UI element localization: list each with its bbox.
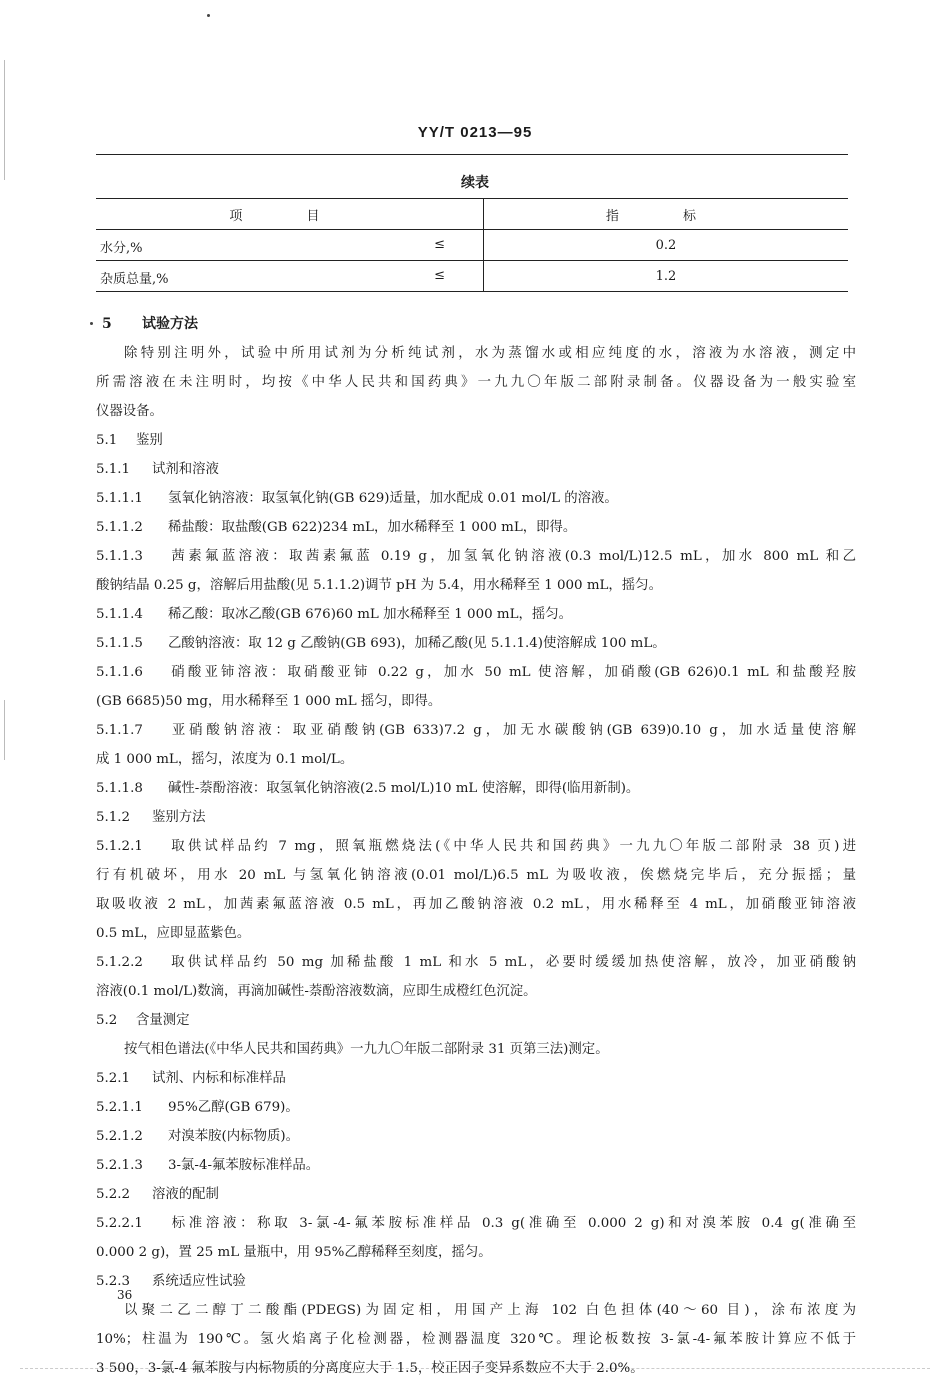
scan-speck	[90, 322, 93, 325]
page-number: 36	[117, 1288, 133, 1302]
clause-line	[96, 1122, 856, 1151]
clause-line	[96, 542, 856, 571]
clause-line	[96, 716, 856, 745]
clause-text: 亚硝酸钠溶液：取亚硝酸钠(GB 633)7.2 g，加无水碳酸钠(GB 639)0.10 g，加水适量使溶解	[168, 723, 856, 738]
clause-number: 5.2.1.1	[96, 1100, 143, 1115]
clause-continuation: 0.000 2 g)，置 25 mL 量瓶中，用 95%乙醇稀释至刻度，摇匀。	[96, 1245, 492, 1260]
clause-heading	[96, 455, 856, 484]
spec-table	[96, 198, 848, 292]
clause-text: 硝酸亚铈溶液：取硝酸亚铈 0.22 g，加水 50 mL 使溶解，加硝酸(GB 626)0.1 mL 和盐酸羟胺	[168, 665, 856, 680]
row-name-cell	[96, 230, 484, 261]
clause-number: 5.2.1.3	[96, 1158, 143, 1173]
paragraph-line: 3 500，3-氯-4 氟苯胺与内标物质的分离度应大于 1.5，校正因子变异系数应不大于 2.0%。	[96, 1361, 644, 1376]
clause-text: 95%乙醇(GB 679)。	[168, 1100, 299, 1115]
clause-number: 5.1.2.1	[96, 839, 143, 854]
row-operator: ≤	[434, 237, 445, 252]
clause-text: 标准溶液：称取 3-氯-4-氟苯胺标准样品 0.3 g(准确至 0.000 2 g)和对溴苯胺 0.4 g(准确至	[168, 1216, 856, 1231]
paragraph-line: 按气相色谱法(《中华人民共和国药典》一九九〇年版二部附录 31 页第三法)测定。	[124, 1042, 609, 1057]
clause-line	[96, 1209, 856, 1238]
clause-heading	[96, 1064, 856, 1093]
clause-line	[96, 1151, 856, 1180]
clause-text: 3-氯-4-氟苯胺标准样品。	[168, 1158, 320, 1173]
clause-title: 鉴别方法	[152, 810, 206, 825]
clause-text: 取供试样品约 50 mg 加稀盐酸 1 mL 和水 5 mL，必要时缓缓加热使溶解，放冷，加亚硝酸钠	[168, 955, 856, 970]
clause-title: 试剂、内标和标准样品	[152, 1071, 286, 1086]
clause-heading	[96, 1006, 856, 1035]
row-value: 1.2	[484, 261, 849, 292]
header-rule	[96, 154, 848, 155]
clause-text: 乙酸钠溶液：取 12 g 乙酸钠(GB 693)，加稀乙酸(见 5.1.1.4)使溶解成 100 mL。	[168, 636, 666, 651]
clause-number: 5.1.1.1	[96, 491, 143, 506]
table-caption: 续表	[461, 175, 489, 191]
clause-number: 5.1.1.2	[96, 520, 143, 535]
paragraph-line: 10%；柱温为 190℃。氢火焰离子化检测器，检测器温度 320℃。理论板数按 3-氯-4-氟苯胺计算应不低于	[96, 1332, 856, 1347]
paragraph-line: 所需溶液在未注明时，均按《中华人民共和国药典》一九九〇年版二部附录制备。仪器设备为一般实验室	[96, 375, 856, 390]
clause-line	[96, 832, 856, 861]
clause-number: 5.2.2.1	[96, 1216, 143, 1231]
clause-line	[96, 948, 856, 977]
clause-number: 5.1.1.7	[96, 723, 143, 738]
clause-line	[96, 513, 856, 542]
row-operator: ≤	[434, 268, 445, 283]
clause-number: 5.2.3	[96, 1274, 131, 1289]
clause-number: 5.1.1.5	[96, 636, 143, 651]
clause-number: 5.1.1	[96, 462, 131, 477]
table-header-row	[96, 199, 848, 230]
clause-continuation: 取吸收液 2 mL，加茜素氟蓝溶液 0.5 mL，再加乙酸钠溶液 0.2 mL，用水稀释至 4 mL，加硝酸亚铈溶液	[96, 897, 856, 912]
document-code: YY/T 0213—95	[417, 124, 533, 141]
clause-continuation: 溶液(0.1 mol/L)数滴，再滴加碱性-萘酚溶液数滴，应即生成橙红色沉淀。	[96, 984, 537, 999]
clause-continuation: (GB 6685)50 mg，用水稀释至 1 000 mL 摇匀，即得。	[96, 694, 442, 709]
clause-number: 5.1.2.2	[96, 955, 143, 970]
clause-number: 5.2	[96, 1013, 118, 1028]
row-name-cell	[96, 261, 484, 292]
clause-text: 稀乙酸：取冰乙酸(GB 676)60 mL 加水稀释至 1 000 mL，摇匀。	[168, 607, 573, 622]
body-text	[96, 310, 856, 1383]
column-header-index: 指 标	[484, 199, 849, 230]
clause-title: 系统适应性试验	[152, 1274, 246, 1289]
clause-text: 稀盐酸：取盐酸(GB 622)234 mL，加水稀释至 1 000 mL，即得。	[168, 520, 577, 535]
clause-line	[96, 600, 856, 629]
clause-number: 5.2.2	[96, 1187, 131, 1202]
clause-line	[96, 484, 856, 513]
clause-continuation: 行有机破坏，用水 20 mL 与氢氧化钠溶液(0.01 mol/L)6.5 mL 为吸收液，俟燃烧完毕后，充分振摇；量	[96, 868, 856, 883]
clause-heading	[96, 1180, 856, 1209]
clause-heading	[96, 1267, 856, 1296]
table-row	[96, 230, 848, 261]
clause-number: 5.1.1.8	[96, 781, 143, 796]
row-label: 杂质总量,%	[100, 272, 169, 287]
paragraph-line: 以聚二乙二醇丁二酸酯(PDEGS)为固定相，用国产上海 102 白色担体(40～60 目)，涂布浓度为	[124, 1303, 856, 1318]
clause-continuation: 成 1 000 mL，摇匀，浓度为 0.1 mol/L。	[96, 752, 354, 767]
paragraph-line: 除特别注明外，试验中所用试剂为分析纯试剂，水为蒸馏水或相应纯度的水，溶液为水溶液，测定中	[124, 346, 856, 361]
clause-number: 5.1.1.6	[96, 665, 143, 680]
table-row	[96, 261, 848, 292]
clause-continuation: 酸钠结晶 0.25 g，溶解后用盐酸(见 5.1.1.2)调节 pH 为 5.4，用水稀释至 1 000 mL，摇匀。	[96, 578, 662, 593]
clause-text: 碱性-萘酚溶液：取氢氧化钠溶液(2.5 mol/L)10 mL 使溶解，即得(临用新制)。	[168, 781, 640, 796]
scan-edge-mark	[4, 700, 5, 760]
clause-number: 5.2.1.2	[96, 1129, 143, 1144]
row-label: 水分,%	[100, 241, 143, 256]
section-number: 5	[102, 316, 112, 332]
section-heading	[96, 310, 856, 339]
clause-line	[96, 658, 856, 687]
scan-speck	[207, 14, 210, 17]
clause-heading	[96, 426, 856, 455]
scan-edge-mark	[4, 60, 5, 180]
paragraph-line: 仪器设备。	[96, 404, 163, 419]
clause-heading	[96, 803, 856, 832]
clause-text: 取供试样品约 7 mg，照氧瓶燃烧法(《中华人民共和国药典》一九九〇年版二部附录 38 页)进	[168, 839, 856, 854]
clause-number: 5.1.1.4	[96, 607, 143, 622]
clause-title: 试剂和溶液	[152, 462, 219, 477]
clause-number: 5.1.2	[96, 810, 131, 825]
clause-number: 5.1.1.3	[96, 549, 143, 564]
clause-title: 含量测定	[136, 1013, 190, 1028]
clause-line	[96, 774, 856, 803]
column-header-item: 项 目	[96, 199, 484, 230]
clause-number: 5.1	[96, 433, 118, 448]
clause-text: 氢氧化钠溶液：取氢氧化钠(GB 629)适量，加水配成 0.01 mol/L 的溶液。	[168, 491, 618, 506]
row-value: 0.2	[484, 230, 849, 261]
clause-number: 5.2.1	[96, 1071, 131, 1086]
clause-text: 茜素氟蓝溶液：取茜素氟蓝 0.19 g，加氢氧化钠溶液(0.3 mol/L)12.5 mL，加水 800 mL 和乙	[168, 549, 856, 564]
section-title: 试验方法	[142, 316, 198, 332]
clause-continuation: 0.5 mL，应即显蓝紫色。	[96, 926, 251, 941]
clause-line	[96, 629, 856, 658]
clause-line	[96, 1093, 856, 1122]
clause-title: 鉴别	[136, 433, 163, 448]
clause-text: 对溴苯胺(内标物质)。	[168, 1129, 299, 1144]
clause-title: 溶液的配制	[152, 1187, 219, 1202]
